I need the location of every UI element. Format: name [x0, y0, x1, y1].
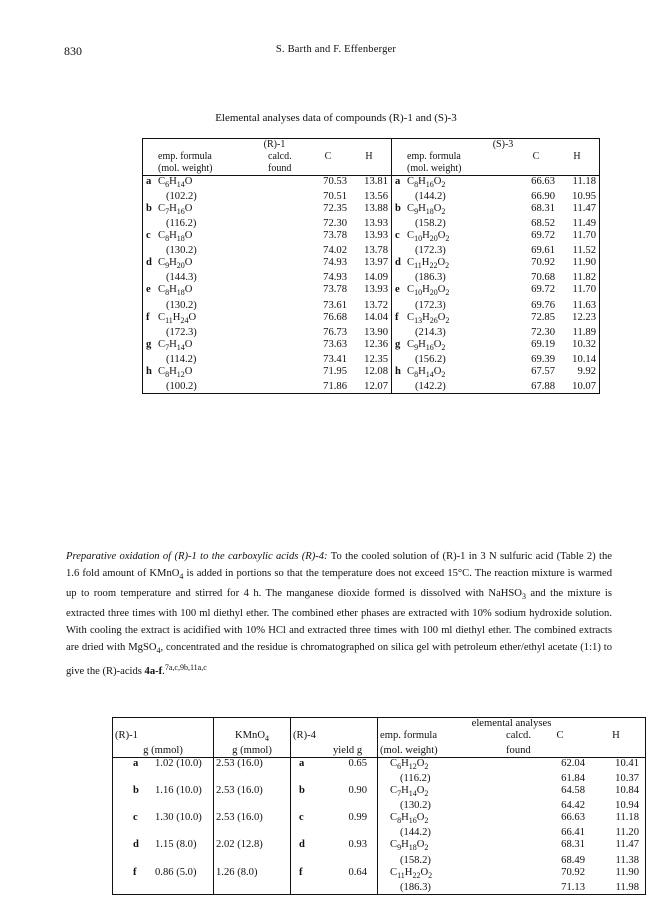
spacer: [113, 827, 214, 839]
t2-head-c: C: [556, 730, 564, 741]
grams-mmol: 1.30 (10.0): [155, 812, 202, 824]
found-c-cell: 73.61: [323, 299, 347, 311]
found-c-cell: 64.42: [561, 800, 585, 812]
calcd-c-cell: 66.63: [561, 812, 585, 824]
found-h-cell: 10.95: [572, 191, 596, 203]
compound-letter: b: [146, 203, 152, 215]
found-h-cell: 11.63: [572, 299, 596, 311]
r1-amount-cell: [113, 812, 214, 827]
compound-letter: d: [299, 839, 305, 851]
grams-mmol: 1.16 (10.0): [155, 785, 202, 797]
calcd-h-cell: 12.08: [364, 365, 388, 377]
compound-letter: c: [299, 812, 304, 824]
spacer: [143, 381, 159, 394]
found-c-cell: 67.88: [531, 380, 555, 392]
spacer: [268, 257, 309, 272]
formula-cell: $C_6H_{14}O$: [158, 176, 193, 190]
calcd-c-cell: 70.53: [323, 176, 347, 187]
spacer: [331, 800, 378, 812]
r1-amount-cell: [113, 785, 214, 800]
formula-cell: $C_8H_{16}O_2$: [390, 812, 429, 826]
paragraph-refs: 7a,c,9b,11a,c: [164, 662, 207, 672]
spacer: [113, 800, 214, 812]
calcd-c-cell: 69.19: [531, 338, 555, 350]
table-row: [113, 812, 646, 827]
table-row: [113, 827, 646, 839]
table-row: [143, 272, 600, 284]
spacer: [331, 827, 378, 839]
spacer: [268, 312, 309, 327]
compound-letter: f: [146, 311, 150, 323]
calcd-h-cell: 11.90: [572, 257, 596, 269]
calcd-c-cell: 76.68: [323, 311, 347, 323]
mol-weight-cell: (172.3): [158, 326, 197, 338]
mol-weight-cell: (130.2): [400, 800, 431, 812]
calcd-h-cell: 11.70: [572, 284, 596, 296]
yield-cell: 0.90: [331, 785, 378, 800]
table-row: [113, 785, 646, 800]
t1-col-formula: emp. formula: [158, 151, 212, 162]
spacer: [214, 773, 291, 785]
spacer: [113, 855, 214, 867]
table-row: [143, 366, 600, 381]
found-h-cell: 14.09: [364, 272, 388, 284]
spacer: [268, 218, 309, 230]
formula-cell: $C_8H_{14}O_2$: [407, 365, 446, 379]
table-row: [143, 230, 600, 245]
found-h-cell: 13.72: [364, 299, 388, 311]
calcd-h-cell: 11.70: [572, 230, 596, 242]
t2-head-r4: (R)-4: [293, 730, 316, 741]
compound-letter: a: [146, 176, 152, 187]
spacer: [143, 191, 159, 203]
table-row: [143, 339, 600, 354]
yield-cell: 0.93: [331, 839, 378, 854]
kmno4-amount-cell: 2.53 (16.0): [214, 812, 291, 827]
formula-cell: $C_{11}H_{22}O_2$: [407, 257, 450, 271]
spacer: [113, 773, 214, 785]
found-c-cell: 74.93: [323, 272, 347, 284]
compound-letter: f: [392, 312, 408, 327]
formula-cell: $C_{11}H_{22}O_2$: [390, 866, 433, 880]
table-row: [113, 839, 646, 854]
found-c-cell: 70.51: [323, 191, 347, 203]
t1-col-c-right: C: [532, 151, 540, 162]
spacer: [504, 827, 533, 839]
kmno4-amount-cell: 1.26 (8.0): [214, 867, 291, 882]
mol-weight-cell: (172.3): [407, 245, 446, 257]
formula-cell: $C_9H_{18}O_2$: [407, 203, 446, 217]
formula-cell: $C_7H_{14}O_2$: [390, 785, 429, 799]
spacer: [291, 827, 332, 839]
preparative-paragraph: [66, 549, 612, 681]
spacer: [143, 300, 159, 312]
found-c-cell: 69.61: [531, 245, 555, 257]
calcd-h-cell: 13.97: [364, 257, 388, 269]
table-row: [143, 191, 600, 203]
found-c-cell: 66.41: [561, 827, 585, 839]
found-h-cell: 11.82: [572, 272, 596, 284]
spacer: [268, 284, 309, 299]
table-row: [143, 218, 600, 230]
found-c-cell: 68.52: [531, 218, 555, 230]
spacer: [268, 366, 309, 381]
table-row: [113, 867, 646, 882]
calcd-c-cell: 69.72: [531, 284, 555, 296]
spacer: [392, 191, 408, 203]
spacer: [143, 354, 159, 366]
t1-col-calcd: calcd.: [268, 151, 292, 162]
table-row: [143, 257, 600, 272]
table-row: [143, 312, 600, 327]
calcd-c-cell: 68.31: [531, 203, 555, 215]
compound-letter: c: [146, 230, 151, 242]
found-c-cell: 61.84: [561, 773, 585, 785]
calcd-c-cell: 72.85: [531, 311, 555, 323]
t1-col-molw-right: (mol. weight): [407, 163, 462, 174]
compound-letter: d: [133, 839, 139, 851]
formula-cell: $C_{10}H_{20}O_2$: [407, 230, 450, 244]
yield-cell: 0.99: [331, 812, 378, 827]
table1-caption: Elemental analyses data of compounds (R)-1 and (S)-3: [215, 112, 457, 124]
found-h-cell: 13.56: [364, 191, 388, 203]
found-h-cell: 11.98: [615, 881, 639, 893]
found-c-cell: 72.30: [323, 218, 347, 230]
found-h-cell: 13.78: [364, 245, 388, 257]
formula-cell: $C_8H_{16}O_2$: [407, 176, 446, 190]
calcd-c-cell: 67.57: [531, 365, 555, 377]
spacer: [268, 245, 309, 257]
spacer: [392, 300, 408, 312]
spacer: [331, 882, 378, 895]
formula-cell: $C_9H_{16}O_2$: [407, 338, 446, 352]
spacer: [504, 855, 533, 867]
page-number: 830: [64, 44, 82, 58]
formula-cell: $C_8H_{12}O$: [158, 365, 193, 379]
formula-cell: $C_7H_{16}O$: [158, 203, 193, 217]
spacer: [504, 839, 533, 854]
spacer: [143, 272, 159, 284]
formula-cell: $C_8H_{18}O$: [158, 284, 193, 298]
calcd-h-cell: 9.92: [577, 365, 596, 377]
mol-weight-cell: (116.2): [400, 773, 431, 785]
calcd-h-cell: 13.81: [364, 176, 388, 187]
mol-weight-cell: (186.3): [400, 881, 431, 893]
spacer: [268, 230, 309, 245]
t1-col-h: H: [365, 151, 373, 162]
found-h-cell: 11.49: [572, 218, 596, 230]
spacer: [392, 272, 408, 284]
spacer: [291, 800, 332, 812]
t1-col-c: C: [324, 151, 332, 162]
compound-letter: d: [146, 257, 152, 269]
spacer: [143, 218, 159, 230]
table-row: [113, 855, 646, 867]
found-c-cell: 69.76: [531, 299, 555, 311]
mol-weight-cell: (116.2): [158, 218, 197, 230]
t2-head-calcd: calcd.: [506, 730, 531, 741]
t2-head-kmno4-unit: g (mmol): [214, 745, 291, 758]
compound-letter: c: [392, 230, 408, 245]
spacer: [268, 191, 309, 203]
spacer: [268, 300, 309, 312]
found-c-cell: 73.41: [323, 353, 347, 365]
mol-weight-cell: (172.3): [407, 299, 446, 311]
grams-mmol: 0.86 (5.0): [155, 866, 197, 878]
found-h-cell: 13.90: [364, 326, 388, 338]
spacer: [143, 245, 159, 257]
calcd-h-cell: 12.36: [364, 338, 388, 350]
table-row: [143, 203, 600, 218]
r1-amount-cell: [113, 867, 214, 882]
compound-letter: b: [392, 203, 408, 218]
spacer: [291, 855, 332, 867]
t1-head-left: (R)-1: [263, 139, 286, 150]
compound-letter: a: [299, 758, 305, 770]
spacer: [504, 773, 533, 785]
found-h-cell: 11.52: [572, 245, 596, 257]
yield-cell: 0.64: [331, 867, 378, 882]
calcd-h-cell: 10.41: [615, 758, 639, 770]
t2-head-h: H: [612, 730, 620, 741]
mol-weight-cell: (144.2): [400, 827, 431, 839]
found-c-cell: 76.73: [323, 326, 347, 338]
mol-weight-cell: (142.2): [407, 380, 446, 392]
spacer: [268, 203, 309, 218]
calcd-c-cell: 73.78: [323, 230, 347, 242]
spacer: [214, 827, 291, 839]
spacer: [504, 758, 533, 774]
spacer: [291, 773, 332, 785]
formula-cell: $C_{13}H_{26}O_2$: [407, 311, 450, 325]
table-row: [143, 354, 600, 366]
mol-weight-cell: (130.2): [158, 245, 197, 257]
compound-letter: d: [392, 257, 408, 272]
spacer: [214, 800, 291, 812]
spacer: [268, 176, 309, 192]
found-c-cell: 71.86: [323, 380, 347, 392]
found-h-cell: 10.14: [572, 353, 596, 365]
t2-head-g-mmol: g (mmol): [113, 745, 214, 758]
calcd-c-cell: 69.72: [531, 230, 555, 242]
found-h-cell: 10.07: [572, 380, 596, 392]
compound-letter: h: [146, 365, 152, 377]
spacer: [268, 327, 309, 339]
table-row: [143, 381, 600, 394]
found-c-cell: 66.90: [531, 191, 555, 203]
compound-letter: b: [299, 785, 305, 797]
table-row: [143, 300, 600, 312]
paragraph-title: Preparative oxidation of (R)-1 to the carboxylic acids (R)-4:: [66, 551, 328, 562]
spacer: [143, 327, 159, 339]
calcd-c-cell: 64.58: [561, 785, 585, 797]
compound-letter: a: [392, 176, 408, 192]
table2: [112, 717, 646, 895]
formula-cell: $C_6H_{12}O_2$: [390, 758, 429, 772]
table-row: [113, 800, 646, 812]
calcd-c-cell: 62.04: [561, 758, 585, 770]
mol-weight-cell: (130.2): [158, 299, 197, 311]
calcd-c-cell: 71.95: [323, 365, 347, 377]
t1-col-found: found: [268, 163, 292, 174]
calcd-h-cell: 13.93: [364, 230, 388, 242]
calcd-h-cell: 14.04: [364, 311, 388, 323]
table-row: [113, 882, 646, 895]
calcd-h-cell: 11.90: [615, 866, 639, 878]
calcd-c-cell: 72.35: [323, 203, 347, 215]
table-row: [143, 176, 600, 192]
calcd-c-cell: 66.63: [531, 176, 555, 187]
mol-weight-cell: (158.2): [407, 218, 446, 230]
formula-cell: $C_9H_{18}O_2$: [390, 839, 429, 853]
calcd-c-cell: 70.92: [561, 866, 585, 878]
compound-letter: g: [146, 338, 152, 350]
t2-head-formula: emp. formula: [380, 730, 438, 741]
spacer: [268, 272, 309, 284]
found-c-cell: 71.13: [561, 881, 585, 893]
paragraph-body: To the cooled solution of (R)-1 in 3 N sulfuric acid (Table 2) the 1.6 fold amount of KMnO$_4$ is added in portions so that the temperature does not exceed 15°C. The reaction mixture is warmed up to room temperature and stirred for 4 h. The manganese dioxide formed is dissolved with NaHSO$_3$ and the mixture is extracted three times with 100 ml diethyl ether. The combined ether phases are extracted with 10% sodium hydroxide solution. With cooling the extract is acidified with 10% HCl and extracted three times with 100 ml diethyl ether. The combined extracts are dried with MgSO$_4$, concentrated and the residue is chromatographed on silica gel with petroleum ether/ethyl acetate (1:1) to give the (R)-acids 4a-f.: [66, 551, 612, 678]
calcd-c-cell: 68.31: [561, 839, 585, 851]
found-c-cell: 72.30: [531, 326, 555, 338]
found-c-cell: 69.39: [531, 353, 555, 365]
spacer: [504, 812, 533, 827]
calcd-h-cell: 13.93: [364, 284, 388, 296]
calcd-c-cell: 74.93: [323, 257, 347, 269]
table-row: [113, 773, 646, 785]
mol-weight-cell: (100.2): [158, 380, 197, 392]
t2-head-elemental: elemental analyses: [471, 718, 552, 729]
mol-weight-cell: (214.3): [407, 326, 446, 338]
found-h-cell: 10.94: [615, 800, 639, 812]
grams-mmol: 1.02 (10.0): [155, 758, 202, 770]
table-row: [143, 245, 600, 257]
formula-cell: $C_8H_{18}O$: [158, 230, 193, 244]
table-row: [143, 284, 600, 299]
r1-amount-cell: [113, 839, 214, 854]
compound-letter: f: [299, 866, 303, 878]
spacer: [392, 354, 408, 366]
yield-cell: 0.65: [331, 758, 378, 774]
t2-head-r1: (R)-1: [113, 730, 214, 745]
mol-weight-cell: (114.2): [158, 353, 197, 365]
spacer: [331, 773, 378, 785]
calcd-h-cell: 10.84: [615, 785, 639, 797]
formula-cell: $C_7H_{14}O$: [158, 338, 193, 352]
kmno4-amount-cell: 2.53 (16.0): [214, 785, 291, 800]
spacer: [268, 339, 309, 354]
table-row: [113, 758, 646, 774]
kmno4-amount-cell: 2.53 (16.0): [214, 758, 291, 774]
calcd-h-cell: 11.18: [572, 176, 596, 187]
r1-amount-cell: [113, 758, 214, 774]
spacer: [504, 800, 533, 812]
calcd-c-cell: 73.63: [323, 338, 347, 350]
t1-col-molw: (mol. weight): [158, 163, 213, 174]
t2-head-found: found: [504, 745, 533, 758]
running-header: S. Barth and F. Effenberger: [275, 44, 397, 55]
mol-weight-cell: (144.2): [407, 191, 446, 203]
t1-col-h-right: H: [573, 151, 581, 162]
spacer: [291, 882, 332, 895]
spacer: [504, 882, 533, 895]
spacer: [392, 245, 408, 257]
t1-col-formula-right: emp. formula: [407, 151, 461, 162]
calcd-c-cell: 73.78: [323, 284, 347, 296]
calcd-h-cell: 13.88: [364, 203, 388, 215]
spacer: [113, 882, 214, 895]
compound-letter: e: [146, 284, 151, 296]
found-c-cell: 68.49: [561, 854, 585, 866]
found-h-cell: 12.35: [364, 353, 388, 365]
compound-letter: a: [133, 758, 139, 770]
spacer: [392, 381, 408, 394]
found-h-cell: 10.37: [615, 773, 639, 785]
compound-letter: e: [392, 284, 408, 299]
found-h-cell: 11.20: [615, 827, 639, 839]
spacer: [214, 882, 291, 895]
compound-letter: g: [392, 339, 408, 354]
calcd-h-cell: 11.47: [615, 839, 639, 851]
found-h-cell: 12.07: [364, 380, 388, 392]
spacer: [268, 381, 309, 394]
found-c-cell: 74.02: [323, 245, 347, 257]
calcd-h-cell: 11.47: [572, 203, 596, 215]
t2-head-molw: (mol. weight): [378, 745, 505, 758]
grams-mmol: 1.15 (8.0): [155, 839, 197, 851]
found-c-cell: 70.68: [531, 272, 555, 284]
found-h-cell: 11.38: [615, 854, 639, 866]
compound-letter: f: [133, 866, 137, 878]
mol-weight-cell: (102.2): [158, 191, 197, 203]
spacer: [214, 855, 291, 867]
formula-cell: $C_{10}H_{20}O_2$: [407, 284, 450, 298]
compound-letter: h: [392, 366, 408, 381]
mol-weight-cell: (156.2): [407, 353, 446, 365]
kmno4-amount-cell: 2.02 (12.8): [214, 839, 291, 854]
spacer: [268, 354, 309, 366]
calcd-c-cell: 70.92: [531, 257, 555, 269]
mol-weight-cell: (158.2): [400, 854, 431, 866]
formula-cell: $C_{11}H_{24}O$: [158, 311, 197, 325]
calcd-h-cell: 12.23: [572, 311, 596, 323]
spacer: [392, 218, 408, 230]
found-h-cell: 13.93: [364, 218, 388, 230]
table1: [142, 138, 600, 394]
calcd-h-cell: 11.18: [615, 812, 639, 824]
spacer: [392, 327, 408, 339]
compound-letter: c: [133, 812, 138, 824]
t2-head-yield: yield g: [331, 745, 378, 758]
compound-letter: b: [133, 785, 139, 797]
spacer: [504, 785, 533, 800]
table-row: [143, 327, 600, 339]
formula-cell: $C_9H_{20}O$: [158, 257, 193, 271]
mol-weight-cell: (186.3): [407, 272, 446, 284]
mol-weight-cell: (144.3): [158, 272, 197, 284]
t1-head-right: (S)-3: [492, 139, 514, 150]
t2-head-kmno4: KMnO$_4$: [214, 730, 291, 745]
spacer: [504, 867, 533, 882]
spacer: [331, 855, 378, 867]
calcd-h-cell: 10.32: [572, 338, 596, 350]
found-h-cell: 11.89: [572, 326, 596, 338]
